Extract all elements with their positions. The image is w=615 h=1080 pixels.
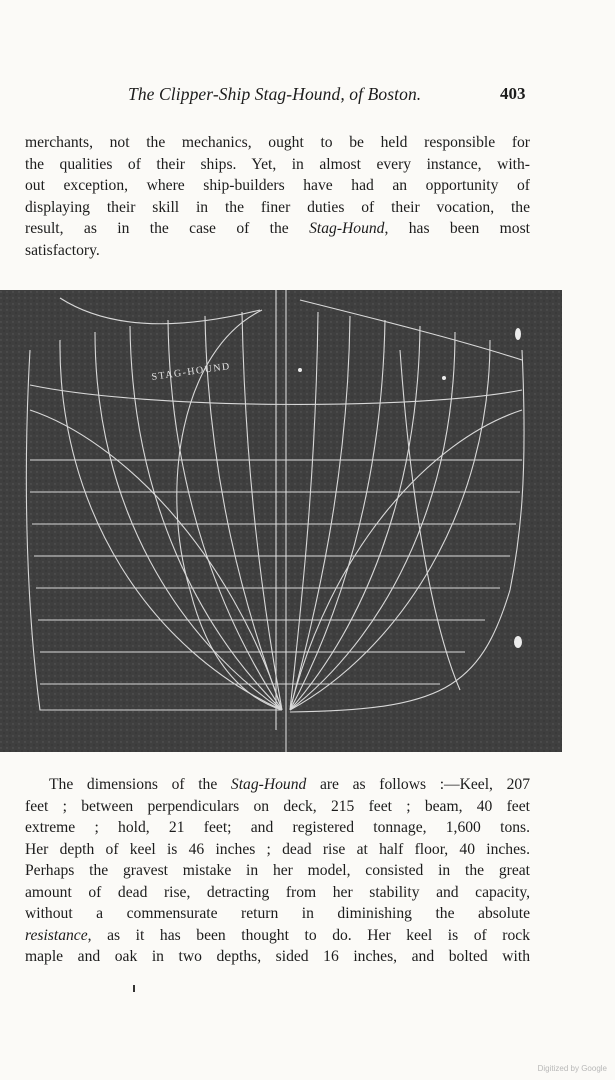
running-head — [0, 84, 615, 106]
paragraph-line: feet ; between perpendiculars on deck, 215 feet ; beam, 40 feet — [25, 797, 530, 815]
paragraph-line: result, as in the case of the Stag-Hound, has been most — [25, 220, 530, 237]
paragraph-line: without a commensurate return in diminishing the absolute — [25, 905, 530, 922]
paragraph-2 — [25, 774, 530, 968]
paragraph-line: Her depth of keel is 46 inches ; dead rise at half floor, 40 inches. — [25, 840, 530, 858]
paragraph-line: The dimensions of the Stag-Hound are as follows :—Keel, 207 — [49, 776, 530, 793]
plate-blemish — [298, 368, 302, 372]
paragraph-line: maple and oak in two depths, sided 16 inches, and bolted with — [25, 948, 530, 965]
paragraph-line: merchants, not the mechanics, ought to be held responsible for — [25, 134, 530, 151]
paragraph-line: resistance, as it has been thought to do. Her keel is of rock — [25, 926, 530, 944]
plate-blemish — [442, 376, 446, 380]
plate-background — [0, 290, 562, 752]
ship-body-plan-figure — [0, 290, 562, 752]
paragraph-line: Perhaps the gravest mistake in her model, consisted in the great — [25, 862, 530, 879]
paragraph-line: extreme ; hold, 21 feet; and registered tonnage, 1,600 tons. — [25, 819, 530, 836]
paragraph-line: satisfactory. — [25, 241, 100, 259]
plate-blemish — [515, 328, 521, 340]
stray-ink-mark — [133, 985, 135, 992]
watermark: Digitized by Google — [537, 1064, 607, 1073]
running-title: The Clipper-Ship Stag-Hound, of Boston. — [128, 84, 422, 104]
body-plan-drawing — [0, 290, 562, 752]
page-number: 403 — [500, 84, 526, 103]
paragraph-line: displaying their skill in the finer duties of their vocation, the — [25, 198, 530, 216]
paragraph-line: amount of dead rise, detracting from her stability and capacity, — [25, 883, 530, 901]
paragraph-line: the qualities of their ships. Yet, in almost every instance, with- — [25, 155, 530, 173]
paragraph-1 — [25, 132, 530, 261]
ship-name-label: STAG-HOUND — [150, 360, 232, 383]
plate-blemish — [514, 636, 522, 648]
paragraph-line: out exception, where ship-builders have had an opportunity of — [25, 177, 530, 194]
